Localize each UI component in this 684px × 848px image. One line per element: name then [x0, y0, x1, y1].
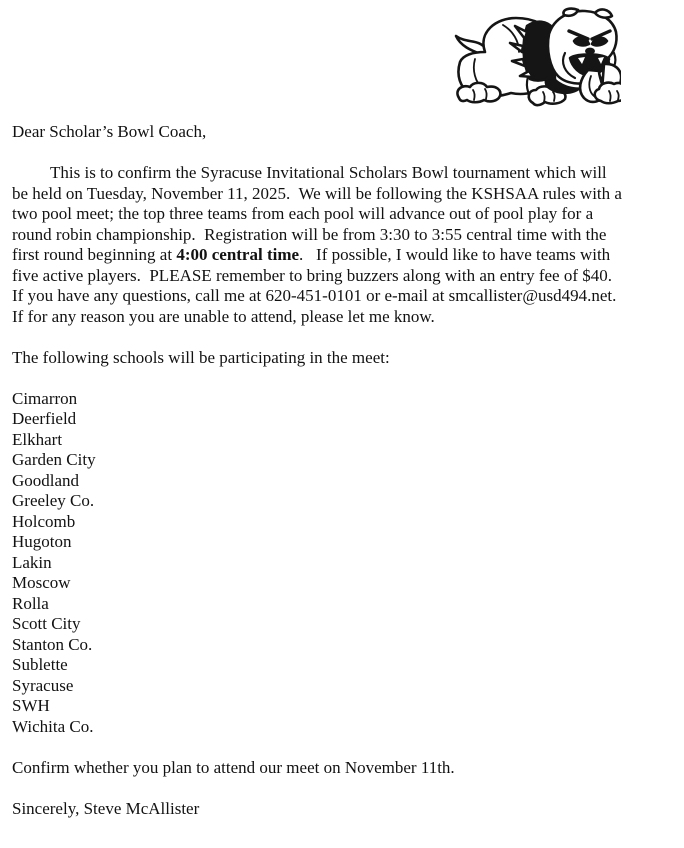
school-item: Holcomb	[12, 511, 76, 531]
letter-greeting: Dear Scholar’s Bowl Coach,	[12, 122, 207, 141]
paragraph-line: be held on Tuesday, November 11, 2025. We will be following the KSHSAA rules with a	[12, 183, 622, 203]
paragraph-line: round robin championship. Registration will be from 3:30 to 3:55 central time with the	[12, 224, 607, 244]
paragraph-line: first round beginning at 4:00 central time. If possible, I would like to have teams with	[12, 245, 611, 264]
paragraph-line: two pool meet; the top three teams from each pool will advance out of pool play for a	[12, 204, 594, 223]
school-list	[12, 389, 670, 738]
school-item: Hugoton	[12, 532, 72, 551]
confirm-line: Confirm whether you plan to attend our meet on November 11th.	[12, 757, 455, 777]
mascot-eye	[592, 38, 607, 46]
mascot-rear-paw	[457, 83, 500, 102]
schools-intro: The following schools will be participating in the meet:	[12, 347, 390, 367]
mascot-ear	[563, 9, 578, 16]
paragraph-line: This is to confirm the Syracuse Invitational Scholars Bowl tournament which will	[50, 163, 607, 182]
school-item: Stanton Co.	[12, 634, 93, 654]
paragraph-line: If for any reason you are unable to attend, please let me know.	[12, 306, 435, 326]
paragraph-line: five active players. PLEASE remember to bring buzzers along with an entry fee of $40.	[12, 265, 612, 285]
signature-line: Sincerely, Steve McAllister	[12, 798, 200, 818]
school-item: Wichita Co.	[12, 716, 94, 736]
school-item: Sublette	[12, 655, 68, 674]
school-item: Goodland	[12, 470, 80, 490]
letter-body	[12, 122, 670, 819]
school-item: Lakin	[12, 552, 52, 572]
school-item: SWH	[12, 696, 50, 715]
school-item: Moscow	[12, 573, 71, 592]
school-item: Garden City	[12, 450, 96, 469]
school-item: Elkhart	[12, 429, 63, 449]
school-item: Deerfield	[12, 409, 77, 428]
bulldog-mascot-icon	[441, 6, 621, 108]
school-item: Greeley Co.	[12, 491, 95, 510]
letter-paragraph	[12, 163, 670, 327]
school-item: Scott City	[12, 614, 81, 633]
mascot-ear	[595, 9, 612, 17]
school-item: Syracuse	[12, 675, 74, 695]
mascot-eye	[574, 38, 589, 46]
school-item: Cimarron	[12, 388, 78, 408]
paragraph-line: If you have any questions, call me at 620-451-0101 or e-mail at smcallister@usd494.net.	[12, 286, 617, 305]
school-item: Rolla	[12, 593, 49, 613]
